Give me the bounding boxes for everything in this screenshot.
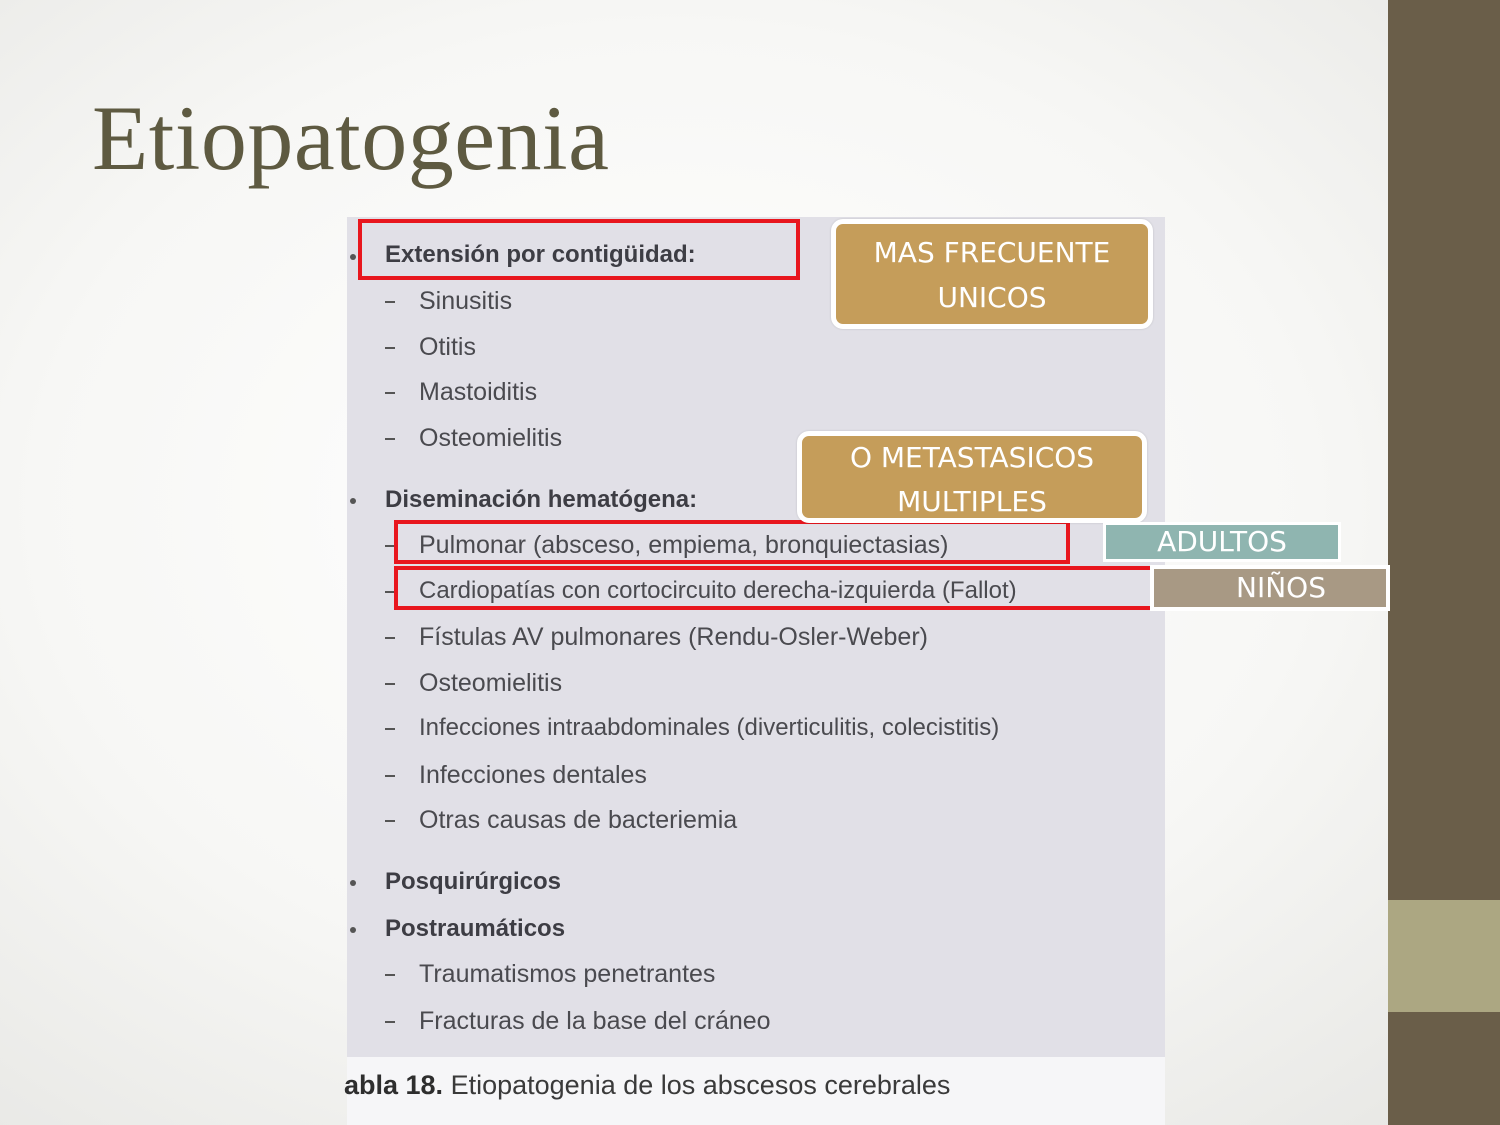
- caption-text: Etiopatogenia de los abscesos cerebrales: [450, 1070, 951, 1100]
- caption-label: abla 18.: [344, 1070, 444, 1100]
- callout-line: MAS FRECUENTE: [873, 236, 1111, 269]
- list-item: Mastoiditis: [419, 378, 538, 406]
- dash-icon: [385, 637, 395, 639]
- table-caption: [344, 1070, 950, 1101]
- tag-ninos: NIÑOS: [1150, 565, 1390, 611]
- dash-icon: [385, 775, 395, 777]
- highlight-box-cardiopathy: [394, 566, 1167, 610]
- sidebar-accent-block: [1388, 900, 1500, 1012]
- list-item: Infecciones dentales: [419, 761, 647, 789]
- tag-adultos: ADULTOS: [1103, 522, 1341, 562]
- list-item: Otras causas de bacteriemia: [419, 806, 738, 834]
- list-item: Cardiopatías con cortocircuito derecha-izquierda (Fallot): [419, 577, 1017, 604]
- bullet-icon: [350, 254, 356, 260]
- list-item: Pulmonar (absceso, empiema, bronquiectasias): [419, 531, 949, 559]
- list-item: Osteomielitis: [419, 424, 563, 452]
- callout-line: MULTIPLES: [897, 485, 1047, 518]
- list-item: Osteomielitis: [419, 669, 563, 697]
- dash-icon: [385, 301, 395, 303]
- dash-icon: [385, 820, 395, 822]
- callout-line: O METASTASICOS: [849, 441, 1095, 474]
- section-heading-posttraumatic: Postraumáticos: [385, 915, 566, 942]
- section-heading-hematogenous: Diseminación hematógena:: [385, 486, 698, 513]
- list-item: Infecciones intraabdominales (diverticulitis, colecistitis): [419, 714, 1000, 741]
- dash-icon: [385, 1021, 395, 1023]
- dash-icon: [385, 438, 395, 440]
- bullet-icon: [350, 880, 356, 886]
- dash-icon: [385, 683, 395, 685]
- section-heading-postsurgical: Posquirúrgicos: [385, 868, 562, 895]
- bullet-icon: [350, 927, 356, 933]
- slide-title: Etiopatogenia: [92, 87, 610, 189]
- list-item: Otitis: [419, 333, 476, 361]
- list-item: Sinusitis: [419, 287, 513, 315]
- dash-icon: [385, 392, 395, 394]
- highlight-box-pulmonary: [394, 520, 1070, 564]
- dash-icon: [385, 347, 395, 349]
- bullet-icon: [350, 498, 356, 504]
- list-item: Fístulas AV pulmonares (Rendu-Osler-Weber): [419, 623, 928, 651]
- section-heading-contiguity: Extensión por contigüidad:: [385, 241, 696, 268]
- callout-line: UNICOS: [937, 281, 1047, 314]
- dash-icon: [385, 728, 395, 730]
- highlight-box-contiguity: [358, 219, 800, 280]
- callout-most-frequent: [831, 219, 1153, 329]
- list-item: Traumatismos penetrantes: [419, 960, 716, 988]
- dash-icon: [385, 974, 395, 976]
- list-item: Fracturas de la base del cráneo: [419, 1007, 771, 1035]
- callout-metastatic: [797, 431, 1147, 523]
